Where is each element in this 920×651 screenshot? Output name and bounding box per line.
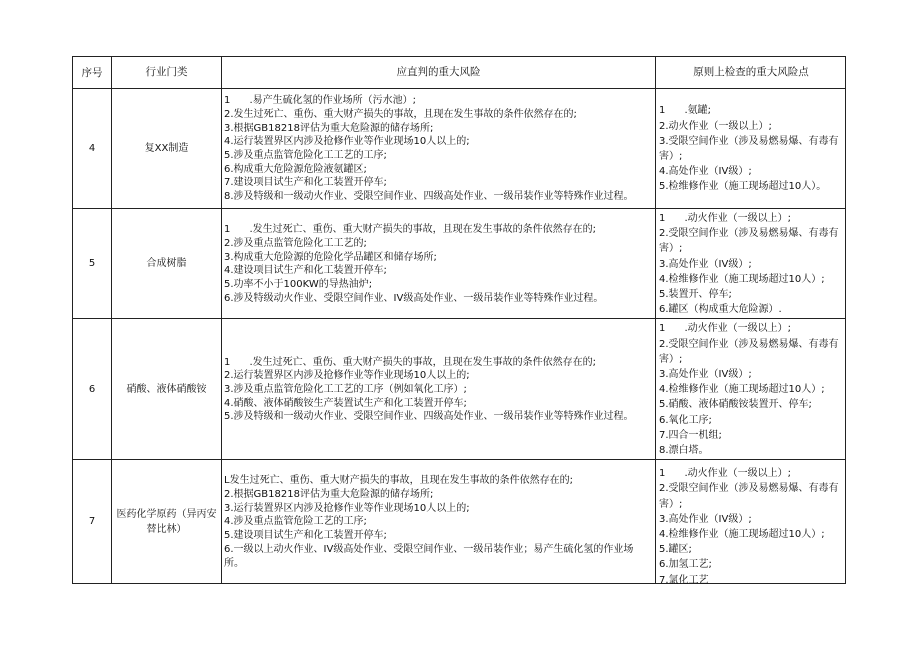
header-industry: 行业门类 [112, 57, 222, 89]
risk-table [72, 56, 846, 584]
risk-item: 1 .易产生硫化氢的作业场所（污水池）; [224, 95, 416, 107]
checkpoints-cell [656, 319, 846, 460]
checkpoints-cell [656, 209, 846, 319]
checkpoint-item: 1 .动火作业（一级以上）; [659, 213, 791, 224]
risk-item: 6.构成重大危险源危险液氨罐区; [224, 163, 367, 175]
risk-item: 1 .发生过死亡、重伤、重大财产损失的事故，且现在发生事故的条件依然存在的; [224, 224, 596, 236]
checkpoint-item: 1 .氨罐; [659, 105, 711, 117]
risks-cell [222, 319, 656, 460]
header-no: 序号 [73, 57, 112, 89]
risk-item: 3.构成重大危险源的危险化学品罐区和储存场所; [224, 251, 437, 263]
row-number: 6 [73, 319, 112, 460]
industry-cell: 硝酸、液体硝酸铵 [112, 319, 222, 460]
checkpoint-item: 1 .动火作业（一级以上）; [659, 468, 791, 480]
risks-cell [222, 89, 656, 209]
checkpoint-item: 3.高处作业（IV级）; [659, 513, 752, 525]
risk-item: 3.涉及重点监管危险化工工艺的工序（例如氧化工序）; [224, 383, 467, 395]
checkpoint-item: 5.检维修作业（施工现场超过10人）。 [659, 181, 827, 193]
risk-item: 1 .发生过死亡、重伤、重大财产损失的事故，且现在发生事故的条件依然存在的; [224, 356, 596, 368]
row-number: 7 [73, 460, 112, 584]
risk-item: 4.运行装置界区内涉及抢修作业等作业现场10人以上的; [224, 136, 470, 148]
checkpoints-cell [656, 89, 846, 209]
checkpoints-cell [656, 460, 846, 584]
checkpoint-item: 7.四合一机组; [659, 429, 722, 441]
checkpoint-item: 6.加氢工艺; [659, 559, 712, 571]
risk-item: L发生过死亡、重伤、重大财产损失的事故，且现在发生事故的条件依然存在的; [224, 475, 573, 487]
row-number: 4 [73, 89, 112, 209]
risk-item: 4.涉及重点监管危险工艺的工序; [224, 516, 367, 528]
table-row [73, 460, 846, 584]
checkpoint-item: 2.受限空间作业（涉及易燃易爆、有毒有害）; [659, 338, 839, 365]
checkpoint-item: 4.检维修作业（施工现场超过10人）; [659, 273, 825, 285]
checkpoint-item: 8.漂白塔。 [659, 445, 709, 457]
risk-item: 3.根据GB18218评估为重大危险源的储存场所; [224, 122, 434, 134]
risk-item: 4.硝酸、液体硝酸铵生产装置试生产和化工装置开停车; [224, 397, 467, 409]
checkpoint-item: 2.受限空间作业（涉及易燃易爆、有毒有害）; [659, 228, 839, 255]
checkpoint-item: 5.装置开、停车; [659, 289, 732, 301]
checkpoints-list [659, 103, 843, 194]
table-body [73, 89, 846, 584]
risks-cell [222, 209, 656, 319]
checkpoints-list [659, 321, 843, 458]
header-risks: 应直判的重大风险 [222, 57, 656, 89]
risk-item: 3.运行装置界区内涉及抢修作业等作业现场10人以上的; [224, 502, 470, 514]
checkpoint-item: 6.罐区（构成重大危险源）. [659, 304, 782, 316]
industry-cell: 医药化学原药（异丙安替比林） [112, 460, 222, 584]
checkpoint-item: 3.高处作业（IV级）; [659, 258, 752, 270]
checkpoint-item: 2.受限空间作业（涉及易燃易爆、有毒有害）; [659, 483, 839, 510]
risk-item: 4.建设项目试生产和化工装置开停车; [224, 265, 387, 277]
table-row [73, 209, 846, 319]
checkpoint-item: 1 .动火作业（一级以上）; [659, 323, 791, 335]
table-row [73, 319, 846, 460]
risk-item: 5.建设项目试生产和化工装置开停车; [224, 530, 387, 542]
risks-cell [222, 460, 656, 584]
table-row [73, 89, 846, 209]
risk-item: 5.功率不小于100KW的导热油炉; [224, 278, 373, 290]
checkpoint-item: 4.高处作业（IV级）; [659, 166, 752, 178]
row-number: 5 [73, 209, 112, 319]
table-header-row [73, 57, 846, 89]
checkpoint-item: 3.受限空间作业（涉及易燃易爆、有毒有害）; [659, 135, 839, 162]
checkpoint-item: 5.硝酸、液体硝酸铵装置开、停车; [659, 399, 812, 411]
risk-item: 8.涉及特级和一级动火作业、受限空间作业、四级高处作业、一级吊装作业等特殊作业过程。 [224, 191, 634, 203]
checkpoint-item: 6.氧化工序; [659, 414, 712, 426]
risk-item: 6.涉及特级动火作业、受限空间作业、IV级高处作业、一级吊装作业等特殊作业过程。 [224, 292, 604, 304]
checkpoint-item: 5.罐区; [659, 544, 692, 556]
checkpoints-list [659, 466, 843, 586]
risk-item: 2.运行装置界区内涉及抢修作业等作业现场10人以上的; [224, 370, 470, 382]
risk-item: 2.发生过死亡、重伤、重大财产损失的事故，且现在发生事故的条件依然存在的; [224, 108, 577, 120]
checkpoints-list [659, 211, 843, 317]
checkpoint-item: 4.检维修作业（施工现场超过10人）; [659, 384, 825, 396]
industry-cell: 合成树脂 [112, 209, 222, 319]
checkpoint-item: 4.检维修作业（施工现场超过10人）; [659, 529, 825, 541]
checkpoint-item: 3.高处作业（IV级）; [659, 369, 752, 381]
risk-item: 2.涉及重点监管危险化工工艺的; [224, 237, 367, 249]
risk-item: 2.根据GB18218评估为重大危险源的储存场所; [224, 488, 434, 500]
header-checkpoints: 原则上检查的重大风险点 [656, 57, 846, 89]
risk-item: 6.一级以上动火作业、IV级高处作业、受限空间作业、一级吊装作业；易产生硫化氢的作业场所。 [224, 543, 634, 569]
risk-item: 5.涉及特级和一级动火作业、受限空间作业、四级高处作业、一级吊装作业等特殊作业过程。 [224, 411, 634, 423]
checkpoint-item: 2.动火作业（一级以上）; [659, 120, 772, 132]
risk-item: 5.涉及重点监管危险化工工艺的工序; [224, 150, 387, 161]
risk-item: 7.建设项目试生产和化工装置开停车; [224, 177, 387, 189]
checkpoint-item: 7.氯化工艺 [659, 574, 709, 586]
industry-cell: 复XX制造 [112, 89, 222, 209]
